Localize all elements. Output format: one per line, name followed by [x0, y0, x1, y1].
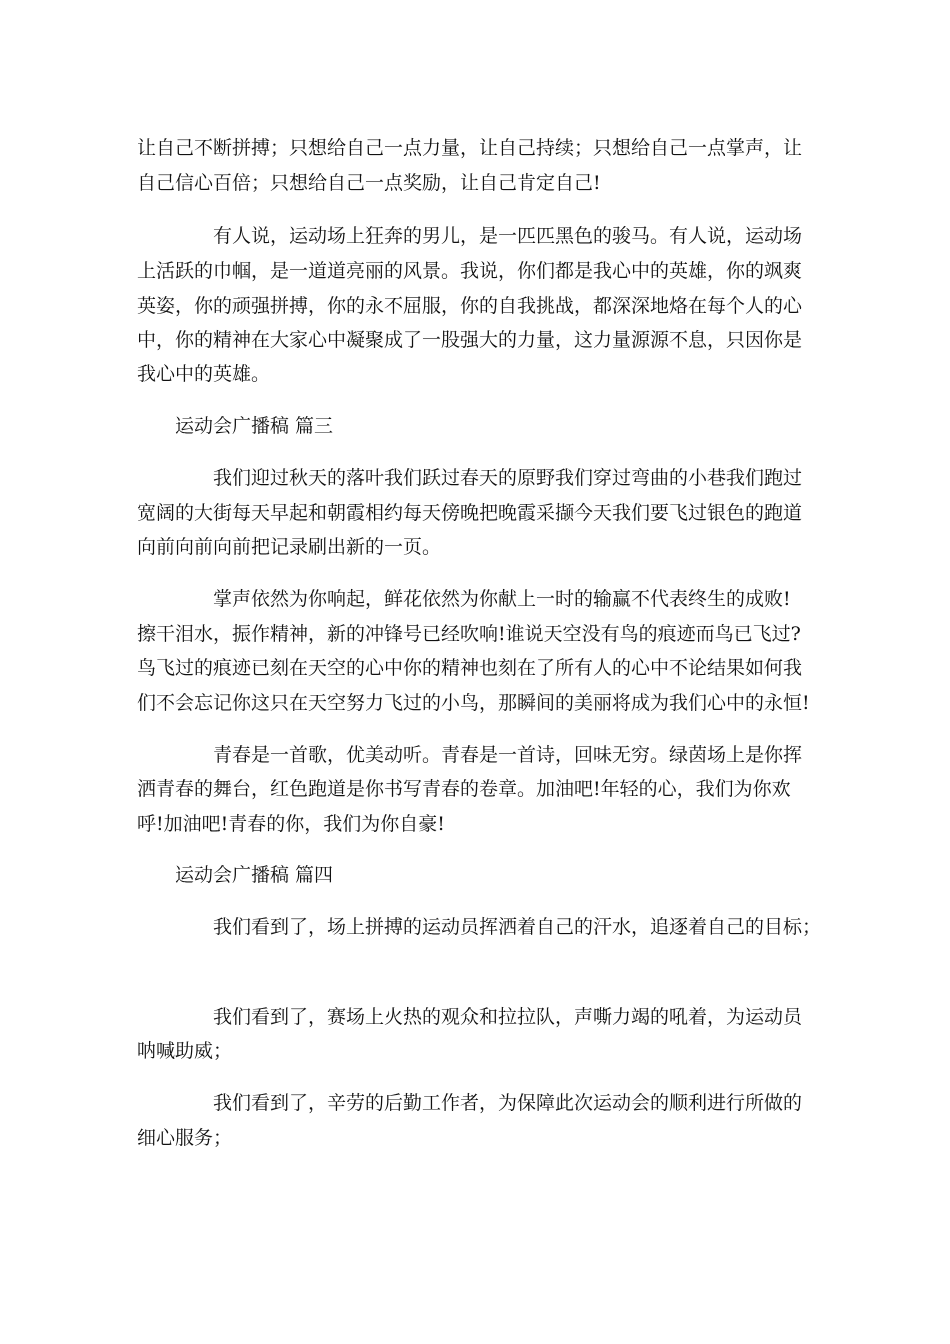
paragraph-line: 上活跃的巾帼，是一道道亮丽的风景。我说，你们都是我心中的英雄，你的飒爽	[137, 260, 803, 282]
paragraph-line: 们不会忘记你这只在天空努力飞过的小鸟，那瞬间的美丽将成为我们心中的永恒!	[137, 692, 810, 714]
paragraph-line: 我心中的英雄。	[137, 363, 271, 385]
paragraph-line: 我们迎过秋天的落叶我们跃过春天的原野我们穿过弯曲的小巷我们跑过	[213, 467, 803, 489]
paragraph-line: 掌声依然为你响起，鲜花依然为你献上一时的输赢不代表终生的成败!	[213, 588, 791, 610]
paragraph-line: 鸟飞过的痕迹已刻在天空的心中你的精神也刻在了所有人的心中不论结果如何我	[137, 657, 803, 679]
paragraph-line: 洒青春的舞台，红色跑道是你书写青春的卷章。加油吧!年轻的心，我们为你欢	[137, 778, 791, 800]
paragraph-line: 呐喊助威；	[137, 1040, 233, 1062]
paragraph-line: 有人说，运动场上狂奔的男儿，是一匹匹黑色的骏马。有人说，运动场	[213, 225, 803, 247]
paragraph-line: 宽阔的大街每天早起和朝霞相约每天傍晚把晚霞采撷今天我们要飞过银色的跑道	[137, 502, 803, 524]
paragraph-line: 我们看到了，赛场上火热的观众和拉拉队，声嘶力竭的吼着，为运动员	[213, 1006, 803, 1028]
section-heading: 运动会广播稿 篇四	[175, 864, 334, 886]
paragraph-line: 青春是一首歌，优美动听。青春是一首诗，回味无穷。绿茵场上是你挥	[213, 744, 803, 766]
paragraph-line: 擦干泪水，振作精神，新的冲锋号已经吹响!谁说天空没有鸟的痕迹而鸟已飞过?	[137, 623, 801, 645]
section-heading: 运动会广播稿 篇三	[175, 415, 334, 437]
paragraph-line: 我们看到了，辛劳的后勤工作者，为保障此次运动会的顺利进行所做的	[213, 1092, 803, 1114]
paragraph-line: 自己信心百倍；只想给自己一点奖励，让自己肯定自己!	[137, 172, 601, 194]
paragraph-line: 呼!加油吧!青春的你，我们为你自豪!	[137, 813, 445, 835]
paragraph-line: 英姿，你的顽强拼搏，你的永不屈服，你的自我挑战，都深深地烙在每个人的心	[137, 295, 803, 317]
paragraph-line: 中，你的精神在大家心中凝聚成了一股强大的力量，这力量源源不息，只因你是	[137, 329, 803, 351]
paragraph-line: 向前向前向前把记录刷出新的一页。	[137, 536, 442, 558]
paragraph-line: 细心服务；	[137, 1127, 233, 1149]
paragraph-line: 我们看到了，场上拼搏的运动员挥洒着自己的汗水，追逐着自己的目标；	[213, 916, 822, 938]
paragraph-line: 让自己不断拼搏；只想给自己一点力量，让自己持续；只想给自己一点掌声，让	[137, 137, 803, 159]
